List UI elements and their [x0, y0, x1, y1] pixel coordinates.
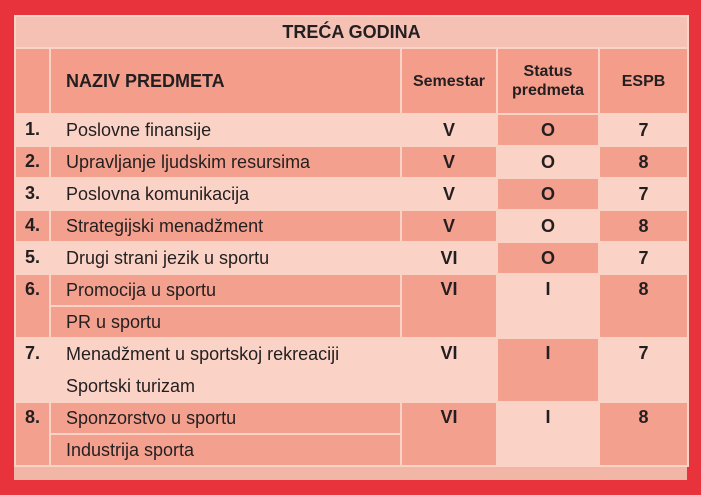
row-number: 2. [15, 146, 50, 178]
subject-name: Sportski turizam [50, 370, 401, 402]
status-cell: O [497, 114, 599, 146]
row-number: 4. [15, 210, 50, 242]
header-semester: Semestar [401, 48, 497, 114]
semester-cell: VI [401, 274, 497, 338]
semester-cell: V [401, 178, 497, 210]
curriculum-panel [14, 15, 687, 480]
table-row [15, 274, 688, 306]
curriculum-table [14, 15, 689, 467]
header-subject-name: NAZIV PREDMETA [50, 48, 401, 114]
espb-cell: 7 [599, 178, 688, 210]
table-row [15, 146, 688, 178]
semester-cell: VI [401, 338, 497, 402]
status-cell: O [497, 242, 599, 274]
semester-cell: VI [401, 242, 497, 274]
semester-cell: VI [401, 402, 497, 466]
status-cell: I [497, 274, 599, 338]
header-espb: ESPB [599, 48, 688, 114]
status-cell: I [497, 402, 599, 466]
row-number: 7. [15, 338, 50, 402]
espb-cell: 7 [599, 338, 688, 402]
table-row [15, 402, 688, 434]
status-cell: O [497, 146, 599, 178]
subject-name: Upravljanje ljudskim resursima [50, 146, 401, 178]
subject-name: Poslovna komunikacija [50, 178, 401, 210]
table-row [15, 178, 688, 210]
subject-name: Strategijski menadžment [50, 210, 401, 242]
espb-cell: 8 [599, 210, 688, 242]
subject-name: Menadžment u sportskoj rekreaciji [50, 338, 401, 370]
espb-cell: 8 [599, 274, 688, 338]
row-number: 5. [15, 242, 50, 274]
status-cell: I [497, 338, 599, 402]
header-status-label: Status predmeta [511, 63, 585, 99]
header-status [497, 48, 599, 114]
status-cell: O [497, 210, 599, 242]
semester-cell: V [401, 146, 497, 178]
row-number: 8. [15, 402, 50, 466]
espb-cell: 8 [599, 146, 688, 178]
table-row [15, 114, 688, 146]
semester-cell: V [401, 114, 497, 146]
table-row [15, 338, 688, 370]
subject-name: Industrija sporta [50, 434, 401, 466]
subject-name: PR u sportu [50, 306, 401, 338]
espb-cell: 7 [599, 242, 688, 274]
espb-cell: 7 [599, 114, 688, 146]
subject-name: Poslovne finansije [50, 114, 401, 146]
espb-cell: 8 [599, 402, 688, 466]
row-number: 6. [15, 274, 50, 338]
subject-name: Drugi strani jezik u sportu [50, 242, 401, 274]
table-row [15, 242, 688, 274]
status-cell: O [497, 178, 599, 210]
row-number: 1. [15, 114, 50, 146]
table-row [15, 210, 688, 242]
subject-name: Promocija u sportu [50, 274, 401, 306]
table-title: TREĆA GODINA [15, 16, 688, 48]
header-number [15, 48, 50, 114]
semester-cell: V [401, 210, 497, 242]
subject-name: Sponzorstvo u sportu [50, 402, 401, 434]
row-number: 3. [15, 178, 50, 210]
